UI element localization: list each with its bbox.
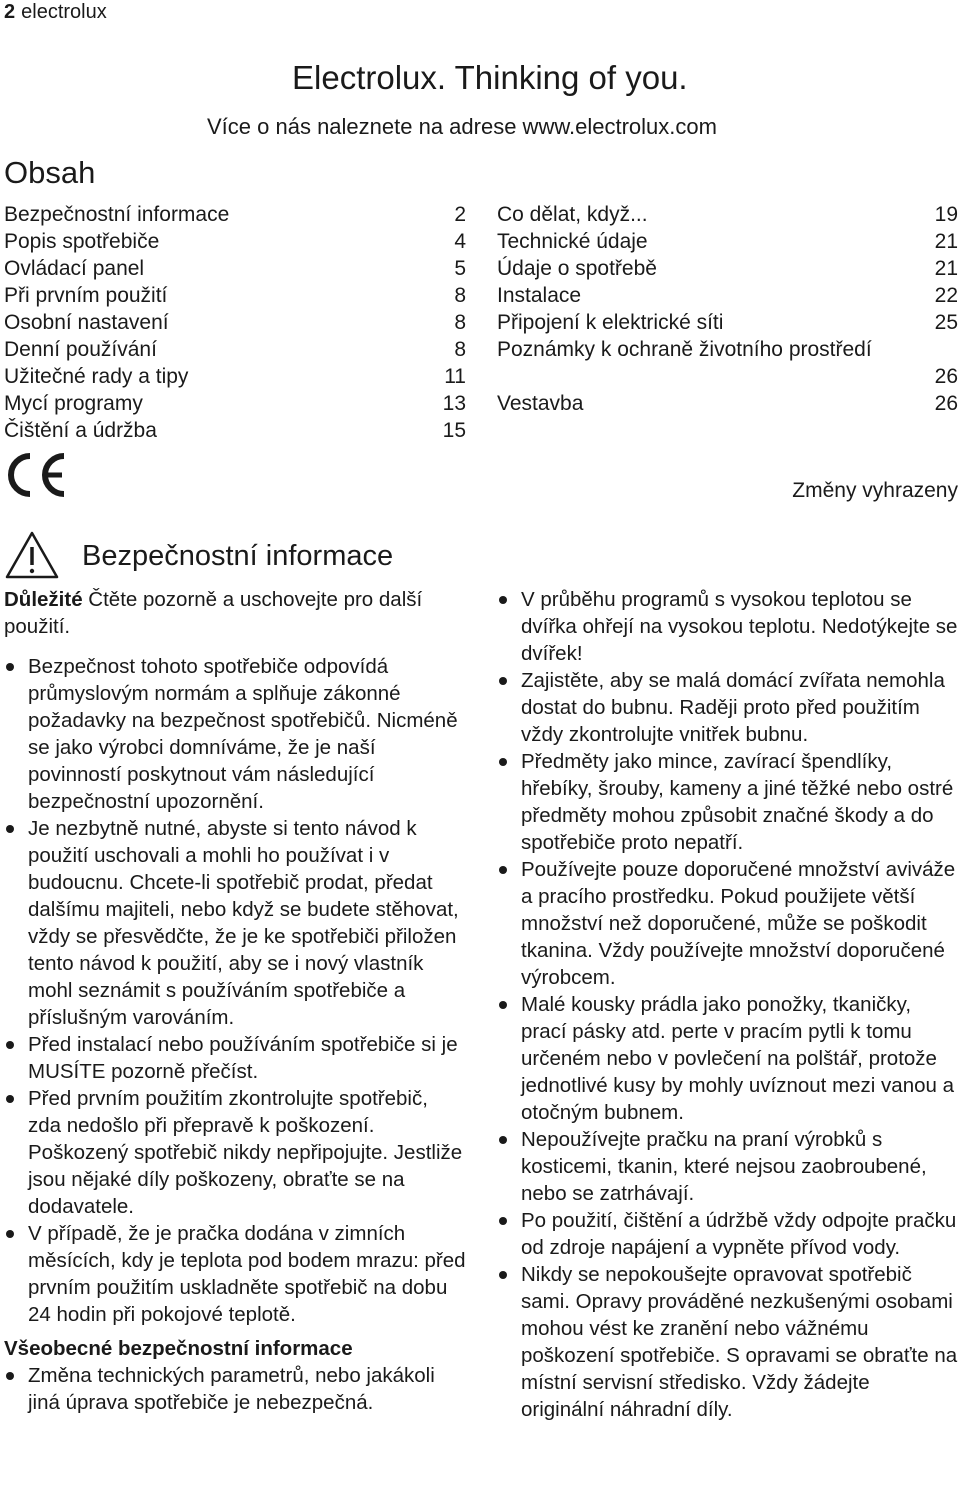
important-label: Důležité xyxy=(4,588,83,611)
list-item-text: Předměty jako mince, zavírací špendlíky, hřebíky, šrouby, kameny a jiné těžké nebo ostré předměty mohou způsobit značné škody a do spotřebiče proto nepatří. xyxy=(521,750,954,854)
bullet-icon xyxy=(6,1230,14,1238)
important-text: Čtěte pozorně a uschovejte pro další použití. xyxy=(4,588,423,638)
list-item xyxy=(4,1085,466,1220)
toc-right-column xyxy=(497,201,958,417)
list-item xyxy=(497,856,958,991)
bullet-icon xyxy=(499,1136,507,1144)
toc-left-column xyxy=(4,201,466,444)
list-item xyxy=(497,586,958,667)
list-item xyxy=(4,815,466,1031)
toc-page: 21 xyxy=(934,257,958,280)
toc-entry[interactable] xyxy=(4,309,466,336)
list-item xyxy=(497,991,958,1126)
warning-triangle-icon xyxy=(4,530,60,580)
toc-page: 8 xyxy=(454,338,466,361)
bullet-icon xyxy=(6,1095,14,1103)
toc-entry[interactable] xyxy=(4,363,466,390)
list-item-text: Zajistěte, aby se malá domácí zvířata nemohla dostat do bubnu. Raději proto před použitím vždy zkontrolujte vnitřek bubnu. xyxy=(521,669,945,746)
toc-label: Co dělat, když... xyxy=(497,203,648,226)
brand-name: electrolux xyxy=(21,1,107,23)
toc-label: Při prvním použití xyxy=(4,284,168,307)
list-item-text: V průběhu programů s vysokou teplotou se dvířka ohřejí na vysokou teplotu. Nedotýkejte se dvířek! xyxy=(521,588,958,665)
safety-list-left xyxy=(4,653,466,1328)
toc-page: 8 xyxy=(454,284,466,307)
toc-entry[interactable] xyxy=(4,417,466,444)
toc-entry[interactable] xyxy=(497,201,958,228)
toc-page: 8 xyxy=(454,311,466,334)
list-item-text: Před instalací nebo používáním spotřebiče si je MUSÍTE pozorně přečíst. xyxy=(28,1033,458,1083)
bullet-icon xyxy=(499,866,507,874)
safety-left-column xyxy=(4,586,466,1416)
toc-label: Ovládací panel xyxy=(4,257,145,280)
list-item xyxy=(4,1220,466,1328)
toc-entry[interactable] xyxy=(4,255,466,282)
toc-entry[interactable] xyxy=(497,390,958,417)
bullet-icon xyxy=(499,758,507,766)
list-item xyxy=(4,1362,466,1416)
website-note: Více o nás naleznete na adrese www.electrolux.com xyxy=(207,114,717,139)
list-item-text: Malé kousky prádla jako ponožky, tkaničky, prací pásky atd. perte v pracím pytli k tomu určeném nebo v povlečení na polštář, protože jednotlivé kusy by mohly uvíznout mezi vanou a otočným bubnem. xyxy=(521,993,955,1124)
list-item xyxy=(497,748,958,856)
brand-tagline: Electrolux. Thinking of you. xyxy=(292,59,688,96)
toc-label: Mycí programy xyxy=(4,392,143,415)
safety-list-right xyxy=(497,586,958,1423)
list-item-text: Změna technických parametrů, nebo jakákoli jiná úprava spotřebiče je nebezpečná. xyxy=(28,1364,435,1414)
toc-entry[interactable] xyxy=(497,228,958,255)
bullet-icon xyxy=(499,677,507,685)
toc-label: Technické údaje xyxy=(497,230,648,253)
toc-page: 21 xyxy=(934,230,958,253)
toc-page: 26 xyxy=(934,365,958,388)
bullet-icon xyxy=(499,596,507,604)
bullet-icon xyxy=(499,1217,507,1225)
page-number-value: 2 xyxy=(4,1,16,23)
toc-label: Poznámky k ochraně životního prostředí xyxy=(497,338,872,361)
list-item-text: V případě, že je pračka dodána v zimních měsících, kdy je teplota pod bodem mrazu: před prvním použitím uskladněte spotřebič na dobu 24 hodin při pokojové teplotě. xyxy=(28,1222,466,1326)
list-item xyxy=(497,1207,958,1261)
bullet-icon xyxy=(6,663,14,671)
toc-label: Údaje o spotřebě xyxy=(497,257,657,280)
changes-reserved-note: Změny vyhrazeny xyxy=(792,479,958,502)
list-item-text: Před prvním použitím zkontrolujte spotřebič, zda nedošlo při přepravě k poškození. Poškozený spotřebič nikdy nepřipojujte. Jestliže jsou nějaké díly poškozeny, obraťte se na dodavatele. xyxy=(28,1087,463,1218)
toc-page: 26 xyxy=(934,392,958,415)
toc-page: 22 xyxy=(934,284,958,307)
toc-page: 5 xyxy=(454,257,466,280)
toc-label: Osobní nastavení xyxy=(4,311,169,334)
toc-entry[interactable] xyxy=(4,390,466,417)
toc-heading: Obsah xyxy=(4,155,96,190)
bullet-icon xyxy=(499,1001,507,1009)
list-item-text: Bezpečnost tohoto spotřebiče odpovídá průmyslovým normám a splňuje zákonné požadavky na bezpečnost spotřebičů. Nicméně se jako výrobci domníváme, že je naší povinností poskytnout vám následující bezpečnostní upozornění. xyxy=(28,655,458,813)
bullet-icon xyxy=(499,1271,507,1279)
toc-page: 2 xyxy=(454,203,466,226)
toc-page: 15 xyxy=(442,419,466,442)
page-number xyxy=(4,0,107,24)
safety-right-column xyxy=(497,586,958,1423)
toc-page: 13 xyxy=(442,392,466,415)
toc-entry[interactable] xyxy=(497,255,958,282)
bullet-icon xyxy=(6,1041,14,1049)
general-safety-heading: Všeobecné bezpečnostní informace xyxy=(4,1337,353,1360)
toc-entry[interactable] xyxy=(4,336,466,363)
list-item-text: Nepoužívejte pračku na praní výrobků s kosticemi, tkanin, které nejsou zaobroubené, nebo se zatrhávají. xyxy=(521,1128,927,1205)
toc-label: Vestavba xyxy=(497,392,584,415)
list-item xyxy=(4,653,466,815)
toc-label: Užitečné rady a tipy xyxy=(4,365,189,388)
ce-mark-icon xyxy=(4,450,68,500)
list-item-text: Je nezbytně nutné, abyste si tento návod k použití uschovali a mohli ho používat i v budoucnu. Chcete-li spotřebič prodat, předat dalšímu majiteli, nebo když se budete stěhovat, vždy se přesvědčte, že je ke spotřebiči přiložen tento návod k použití, aby se i nový vlastník mohl seznámit s používáním spotřebiče a příslušným varováním. xyxy=(28,817,459,1029)
toc-label: Čištění a údržba xyxy=(4,419,157,442)
toc-page: 19 xyxy=(934,203,958,226)
list-item xyxy=(4,1031,466,1085)
list-item-text: Po použití, čištění a údržbě vždy odpojte pračku od zdroje napájení a vypněte přívod vody. xyxy=(521,1209,957,1259)
list-item xyxy=(497,1126,958,1207)
toc-entry[interactable] xyxy=(497,336,958,390)
toc-label: Instalace xyxy=(497,284,582,307)
toc-page: 4 xyxy=(454,230,466,253)
list-item-text: Používejte pouze doporučené množství aviváže a pracího prostředku. Pokud použijete větší množství než doporučené, může se poškodit tkanina. Vždy používejte množství doporučené výrobcem. xyxy=(521,858,956,989)
toc-page: 25 xyxy=(934,311,958,334)
general-safety-list xyxy=(4,1362,466,1416)
list-item xyxy=(497,1261,958,1423)
toc-entry[interactable] xyxy=(4,228,466,255)
toc-entry[interactable] xyxy=(497,282,958,309)
section-title-safety: Bezpečnostní informace xyxy=(82,540,394,572)
toc-label: Bezpečnostní informace xyxy=(4,203,230,226)
toc-entry[interactable] xyxy=(4,201,466,228)
toc-page: 11 xyxy=(444,365,466,388)
list-item-text: Nikdy se nepokoušejte opravovat spotřebič sami. Opravy prováděné nezkušenými osobami mohou vést ke zranění nebo vážnému poškození spotřebiče. S opravami se obraťte na místní servisní středisko. Vždy žádejte originální náhradní díly. xyxy=(521,1263,958,1421)
bullet-icon xyxy=(6,1372,14,1380)
important-note xyxy=(4,586,466,640)
toc-label: Denní používání xyxy=(4,338,157,361)
toc-entry[interactable] xyxy=(497,309,958,336)
list-item xyxy=(497,667,958,748)
toc-entry[interactable] xyxy=(4,282,466,309)
toc-label: Připojení k elektrické síti xyxy=(497,311,724,334)
bullet-icon xyxy=(6,825,14,833)
toc-label: Popis spotřebiče xyxy=(4,230,160,253)
